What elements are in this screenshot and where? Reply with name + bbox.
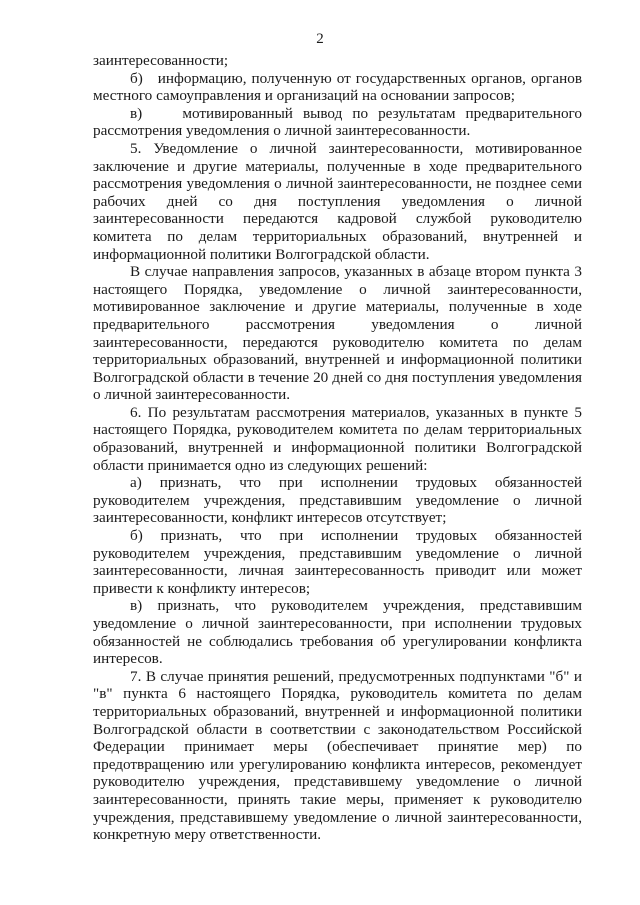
decision-a: а) признать, что при исполнении трудовых обязанностей руководителем учреждения, представившим уведомление о личной заинтересованности, конфликт интересов отсутствует; xyxy=(93,474,582,527)
paragraph-continuation: заинтересованности; xyxy=(93,52,229,69)
list-item-b: б) информацию, полученную от государственных органов, органов местного самоуправления и организаций на основании запросов; xyxy=(93,69,582,105)
decision-b: б) признать, что при исполнении трудовых обязанностей руководителем учреждения, представившим уведомление о личной заинтересованности, личная заинтересованность приводит или может привести к конфликту интересов; xyxy=(93,527,582,597)
paragraph-6: 6. По результатам рассмотрения материалов, указанных в пункте 5 настоящего Порядка, руководителем комитета по делам территориальных образований, внутренней и информационной политики Волгоградской области принимается одно из следующих решений: xyxy=(93,403,582,474)
paragraph-7: 7. В случае принятия решений, предусмотренных подпунктами "б" и "в" пункта 6 настоящего Порядка, руководитель комитета по делам территориальных образований, внутренней и информационной политики Волгоградской области в соответствии с законодательством Российской Федерации принимает меры (обеспечивает принятие мер) по предотвращению или урегулированию конфликта интересов, рекомендует руководителю учреждения, представившему уведомление о личной заинтересованности, принять такие меры, применяет к руководителю учреждения, представившему уведомление о личной заинтересованности, конкретную меру ответственности. xyxy=(93,667,582,844)
page-number: 2 xyxy=(316,31,324,47)
decision-v: в) признать, что руководителем учреждения, представившим уведомление о личной заинтересованности, при исполнении трудовых обязанностей не соблюдались требования об урегулировании конфликта интересов. xyxy=(93,597,582,668)
paragraph-5: 5. Уведомление о личной заинтересованности, мотивированное заключение и другие материалы, полученные в ходе предварительного рассмотрения уведомления о личной заинтересованности, не позднее семи рабочих дней со дня поступления уведомления о личной заинтересованности передаются кадровой службой руководителю комитета по делам территориальных образований, внутренней и информационной политики Волгоградской области. xyxy=(93,139,582,263)
document-body xyxy=(93,52,582,844)
list-item-v: в) мотивированный вывод по результатам предварительного рассмотрения уведомления о личной заинтересованности. xyxy=(93,104,582,140)
paragraph-5-requests: В случае направления запросов, указанных в абзаце втором пункта 3 настоящего Порядка, уведомление о личной заинтересованности, мотивированное заключение и другие материалы, полученные в ходе предварительного рассмотрения уведомления о личной заинтересованности, передаются руководителю комитета по делам территориальных образований, внутренней и информационной политики Волгоградской области в течение 20 дней со дня поступления уведомления о личной заинтересованности. xyxy=(93,263,582,404)
